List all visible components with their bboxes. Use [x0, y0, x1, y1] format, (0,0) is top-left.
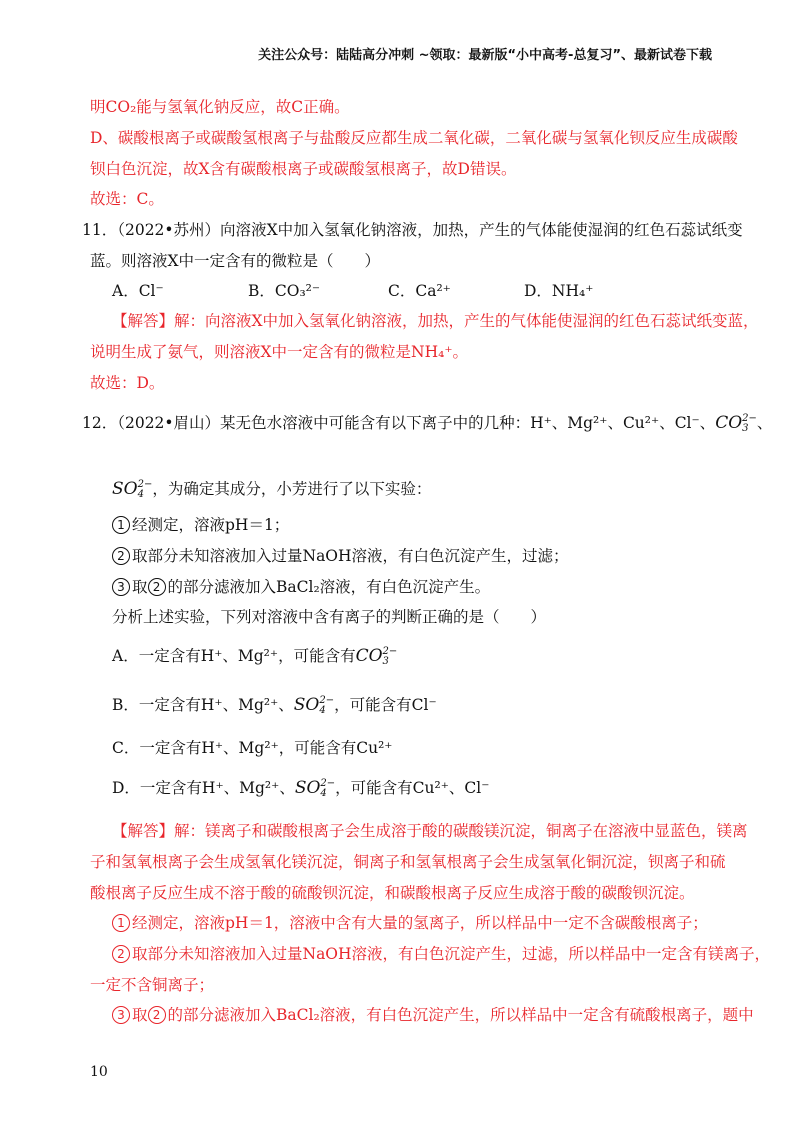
sulfate-ion: SO 2− 4	[112, 478, 153, 500]
q11-answer-tag: 【解答】	[112, 312, 175, 330]
q12-stem-line-2: SO 2− 4 ，为确定其成分，小芳进行了以下实验：	[112, 478, 432, 500]
q12-question: 分析上述实验，下列对溶液中含有离子的判断正确的是（ ）	[112, 608, 547, 626]
page-number: 10	[90, 1064, 108, 1080]
q12-stem-line-1: 12．（2022•眉山）某无色水溶液中可能含有以下离子中的几种：H⁺、Mg²⁺、Cu²⁺、Cl⁻、CO 2− 3 、	[82, 412, 773, 434]
q12-experiment-1: 1 经测定，溶液pH＝1；	[112, 514, 716, 536]
q11-option-c: C．Ca²⁺	[388, 282, 451, 300]
carbonate-ion: CO 2− 3	[715, 412, 757, 434]
q12-option-c: C．一定含有H⁺、Mg²⁺，可能含有Cu²⁺	[112, 739, 393, 757]
q11-answer-line-3: 故选：D。	[90, 374, 165, 392]
q12-option-b: B．一定含有H⁺、Mg²⁺、SO 2− 4 ，可能含有Cl⁻	[112, 694, 437, 716]
q11-option-a: A．Cl⁻	[112, 282, 164, 300]
q12-experiment-2: 2 取部分未知溶液加入过量NaOH溶液，有白色沉淀产生，过滤；	[112, 545, 716, 567]
prev-answer-line-3: 钡白色沉淀，故X含有碳酸根离子或碳酸氢根离子，故D错误。	[90, 160, 517, 178]
prev-answer-line-1: 明CO₂能与氢氧化钠反应，故C正确。	[90, 98, 350, 116]
q12-answer-line-5: 2 取部分未知溶液加入过量NaOH溶液，有白色沉淀产生，过滤，所以样品中一定含有镁离子，	[112, 943, 716, 965]
q11-option-b: B．CO₃²⁻	[248, 282, 321, 300]
q12-answer-tag: 【解答】	[112, 822, 175, 840]
sulfate-ion: SO 2− 4	[293, 694, 335, 716]
q12-answer-line-1: 【解答】解：镁离子和碳酸根离子会生成溶于酸的碳酸镁沉淀，铜离子在溶液中显蓝色，镁离	[112, 822, 748, 840]
q12-answer-line-6: 一定不含铜离子；	[90, 976, 215, 994]
prev-answer-line-2: D、碳酸根离子或碳酸氢根离子与盐酸反应都生成二氧化碳，二氧化碳与氢氧化钡反应生成碳酸	[90, 129, 738, 147]
q12-answer-line-4: 1 经测定，溶液pH＝1，溶液中含有大量的氢离子，所以样品中一定不含碳酸根离子；	[112, 912, 716, 934]
q12-option-d: D．一定含有H⁺、Mg²⁺、SO 2− 4 ，可能含有Cu²⁺、Cl⁻	[112, 777, 490, 799]
q11-answer-line-1: 【解答】解：向溶液X中加入氢氧化钠溶液，加热，产生的气体能使湿润的红色石蕊试纸变蓝，	[112, 312, 759, 330]
q12-answer-line-2: 子和氢氧根离子会生成氢氧化镁沉淀，铜离子和氢氧根离子会生成氢氧化铜沉淀，钡离子和硫	[90, 853, 726, 871]
sulfate-ion: SO 2− 4	[294, 777, 336, 799]
q11-option-d: D．NH₄⁺	[524, 282, 594, 300]
carbonate-ion: CO 2− 3	[355, 645, 398, 667]
prev-answer-line-4: 故选：C。	[90, 190, 164, 208]
page-header: 关注公众号：陆陆高分冲刺 ~领取：最新版“小中高考-总复习”、最新试卷下载	[258, 48, 712, 63]
q12-option-a: A．一定含有H⁺、Mg²⁺，可能含有CO 2− 3	[112, 645, 398, 667]
q12-answer-line-3: 酸根离子反应生成不溶于酸的硫酸钡沉淀，和碳酸根离子反应生成溶于酸的碳酸钡沉淀。	[90, 884, 695, 902]
q11-stem-line-1: 11．（2022•苏州）向溶液X中加入氢氧化钠溶液，加热，产生的气体能使湿润的红色石蕊试纸变	[82, 221, 743, 239]
q11-stem-line-2: 蓝。则溶液X中一定含有的微粒是（ ）	[90, 252, 381, 270]
q12-answer-line-7: 3 取 2 的部分滤液加入BaCl₂溶液，有白色沉淀产生，所以样品中一定含有硫酸根离子，题中	[112, 1004, 716, 1026]
q11-answer-line-2: 说明生成了氨气，则溶液X中一定含有的微粒是NH₄⁺。	[90, 343, 469, 361]
q12-experiment-3: 3 取 2 的部分滤液加入BaCl₂溶液，有白色沉淀产生。	[112, 576, 716, 598]
